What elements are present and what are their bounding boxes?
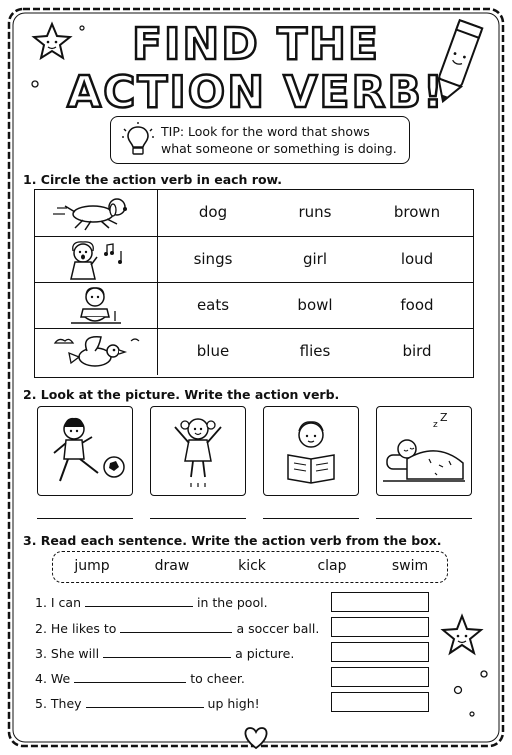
eating-boy-icon (35, 283, 157, 329)
sentence-end: a picture. (235, 646, 295, 661)
svg-text:z: z (433, 420, 438, 430)
picture-box (376, 406, 472, 496)
word-choice[interactable]: dog (198, 203, 228, 221)
answer-box[interactable] (331, 592, 429, 612)
circle-verb-table (34, 189, 474, 378)
kicking-boy-icon (38, 407, 132, 495)
sentence-start: 5. They (35, 696, 82, 711)
singing-girl-icon (35, 237, 157, 283)
sentence-blank[interactable] (86, 707, 204, 708)
sentence-blank[interactable] (85, 606, 193, 607)
word-bank-item: swim (391, 558, 429, 574)
answer-box[interactable] (331, 617, 429, 637)
section2-heading: 2. Look at the picture. Write the action verb. (23, 387, 340, 402)
word-choice[interactable]: blue (196, 342, 230, 360)
page-title-line2: ACTION VERB! (67, 67, 445, 118)
word-bank-item: clap (317, 558, 347, 574)
sentence-blank[interactable] (103, 657, 231, 658)
word-choice[interactable]: flies (299, 342, 331, 360)
sentence-end: to cheer. (190, 671, 245, 686)
picture-box (37, 406, 133, 496)
sentence-end: in the pool. (197, 595, 268, 610)
picture-box (263, 406, 359, 496)
answer-line[interactable] (263, 518, 359, 519)
table-row (35, 282, 473, 329)
answer-line[interactable] (376, 518, 472, 519)
word-bank-item: draw (154, 558, 190, 574)
sentence-blank[interactable] (74, 682, 186, 683)
section1-heading: 1. Circle the action verb in each row. (23, 172, 283, 187)
word-choice[interactable]: girl (302, 250, 328, 268)
word-choice[interactable]: loud (400, 250, 434, 268)
jumping-girl-icon (151, 407, 245, 495)
word-choice[interactable]: bowl (297, 296, 333, 314)
sentence (35, 696, 260, 711)
word-bank (52, 551, 448, 583)
sentence-start: 1. I can (35, 595, 82, 610)
sentence (35, 621, 319, 636)
section3-heading: 3. Read each sentence. Write the action verb from the box. (23, 533, 442, 548)
sentence-end: up high! (207, 696, 260, 711)
running-dog-icon (35, 190, 157, 236)
sentence (35, 595, 268, 610)
answer-box[interactable] (331, 667, 429, 687)
sentence-start: 3. She will (35, 646, 100, 661)
page-title-line1: FIND THE (132, 19, 380, 70)
table-row (35, 236, 473, 283)
word-bank-item: kick (238, 558, 266, 574)
sleeping-child-icon (377, 407, 471, 495)
word-choice[interactable]: runs (298, 203, 332, 221)
sentence (35, 646, 294, 661)
answer-box[interactable] (331, 642, 429, 662)
flying-bird-icon (35, 329, 157, 375)
star-icon (443, 616, 481, 653)
word-choice[interactable]: sings (193, 250, 233, 268)
tip-box (110, 116, 410, 164)
picture-box (150, 406, 246, 496)
table-row (35, 328, 473, 375)
sentence-end: a soccer ball. (236, 621, 320, 636)
word-bank-item: jump (74, 558, 110, 574)
reading-boy-icon (264, 407, 358, 495)
sentence-blank[interactable] (120, 632, 232, 633)
table-row (35, 190, 473, 236)
answer-box[interactable] (331, 692, 429, 712)
sentence-start: 2. He likes to (35, 621, 117, 636)
word-choice[interactable]: brown (393, 203, 441, 221)
word-choice[interactable]: food (400, 296, 434, 314)
word-choice[interactable]: bird (402, 342, 432, 360)
sentence (35, 671, 245, 686)
lightbulb-icon (121, 121, 155, 159)
word-choice[interactable]: eats (196, 296, 230, 314)
tip-text: TIP: Look for the word that shows what someone or something is doing. (161, 124, 397, 156)
sentence-start: 4. We (35, 671, 71, 686)
svg-text:Z: Z (440, 411, 448, 424)
answer-line[interactable] (150, 518, 246, 519)
answer-line[interactable] (37, 518, 133, 519)
